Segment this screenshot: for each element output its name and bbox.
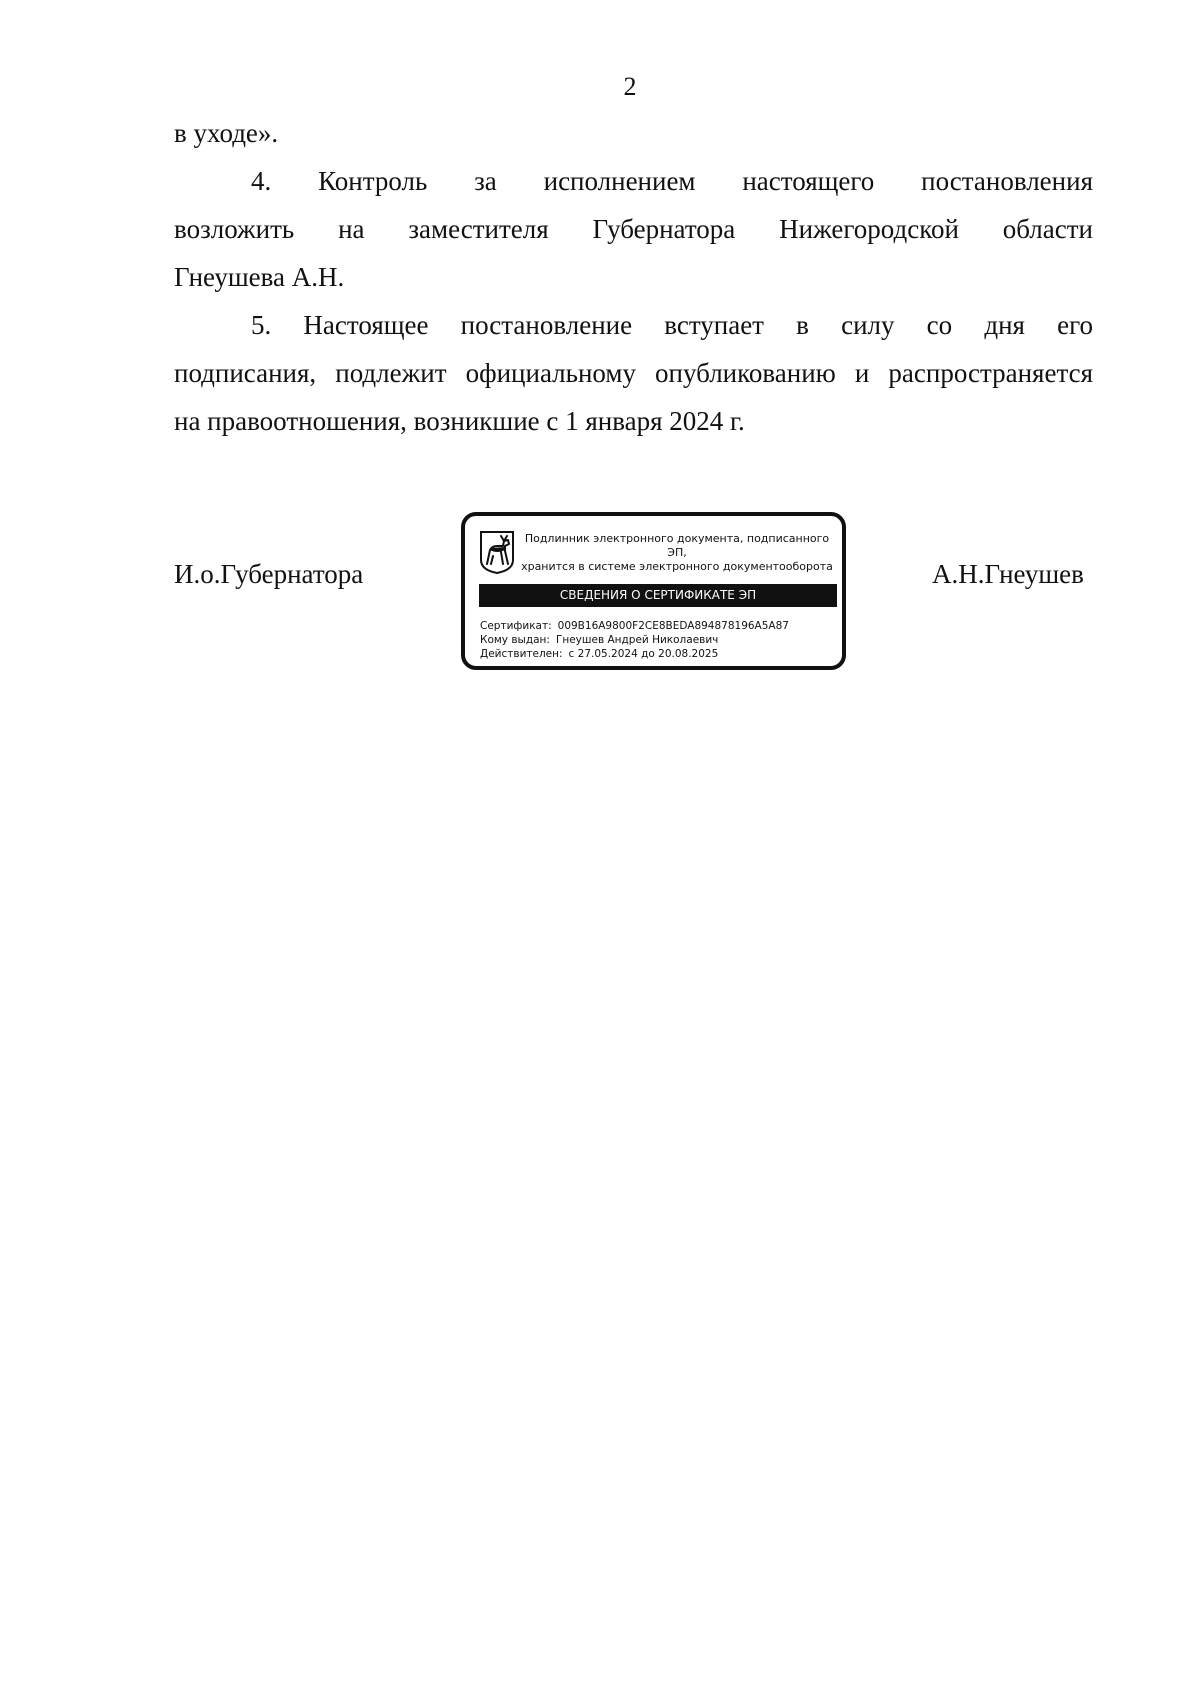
certificate-label: Сертификат:	[480, 620, 552, 632]
stamp-header-line: хранится в системе электронного документооборота	[521, 560, 833, 573]
certificate-value: 009B16A9800F2CE8BEDA894878196A5A87	[557, 620, 789, 632]
document-body	[174, 109, 1093, 445]
body-line: 5. Настоящее постановление вступает в силу со дня его	[251, 310, 1093, 340]
body-line: 4. Контроль за исполнением настоящего постановления	[251, 166, 1093, 196]
body-line: в уходе».	[174, 118, 279, 148]
page-number: 2	[623, 72, 637, 101]
issued-to-value: Гнеушев Андрей Николаевич	[555, 634, 719, 646]
valid-value: с 27.05.2024 до 20.08.2025	[568, 648, 719, 660]
signatory-position: И.о.Губернатора	[174, 559, 364, 589]
body-line: на правоотношения, возникшие с 1 января 2024 г.	[174, 406, 745, 436]
signatory-name: А.Н.Гнеушев	[932, 559, 1084, 589]
electronic-signature-stamp	[461, 512, 846, 670]
certificate-info-bar: СВЕДЕНИЯ О СЕРТИФИКАТЕ ЭП	[479, 584, 837, 607]
issued-to-label: Кому выдан:	[480, 634, 550, 646]
valid-label: Действителен:	[480, 648, 563, 660]
stamp-header	[517, 532, 837, 574]
valid-row	[480, 647, 840, 661]
issued-to-row	[480, 633, 840, 647]
certificate-row	[480, 619, 840, 633]
body-line: Гнеушева А.Н.	[174, 262, 345, 292]
body-line: возложить на заместителя Губернатора Нижегородской области	[174, 214, 1093, 244]
body-line: подписания, подлежит официальному опубликованию и распространяется	[174, 358, 1093, 388]
certificate-details	[480, 619, 840, 661]
deer-emblem-icon	[479, 530, 515, 574]
stamp-header-line: Подлинник электронного документа, подписанного ЭП,	[524, 532, 830, 559]
